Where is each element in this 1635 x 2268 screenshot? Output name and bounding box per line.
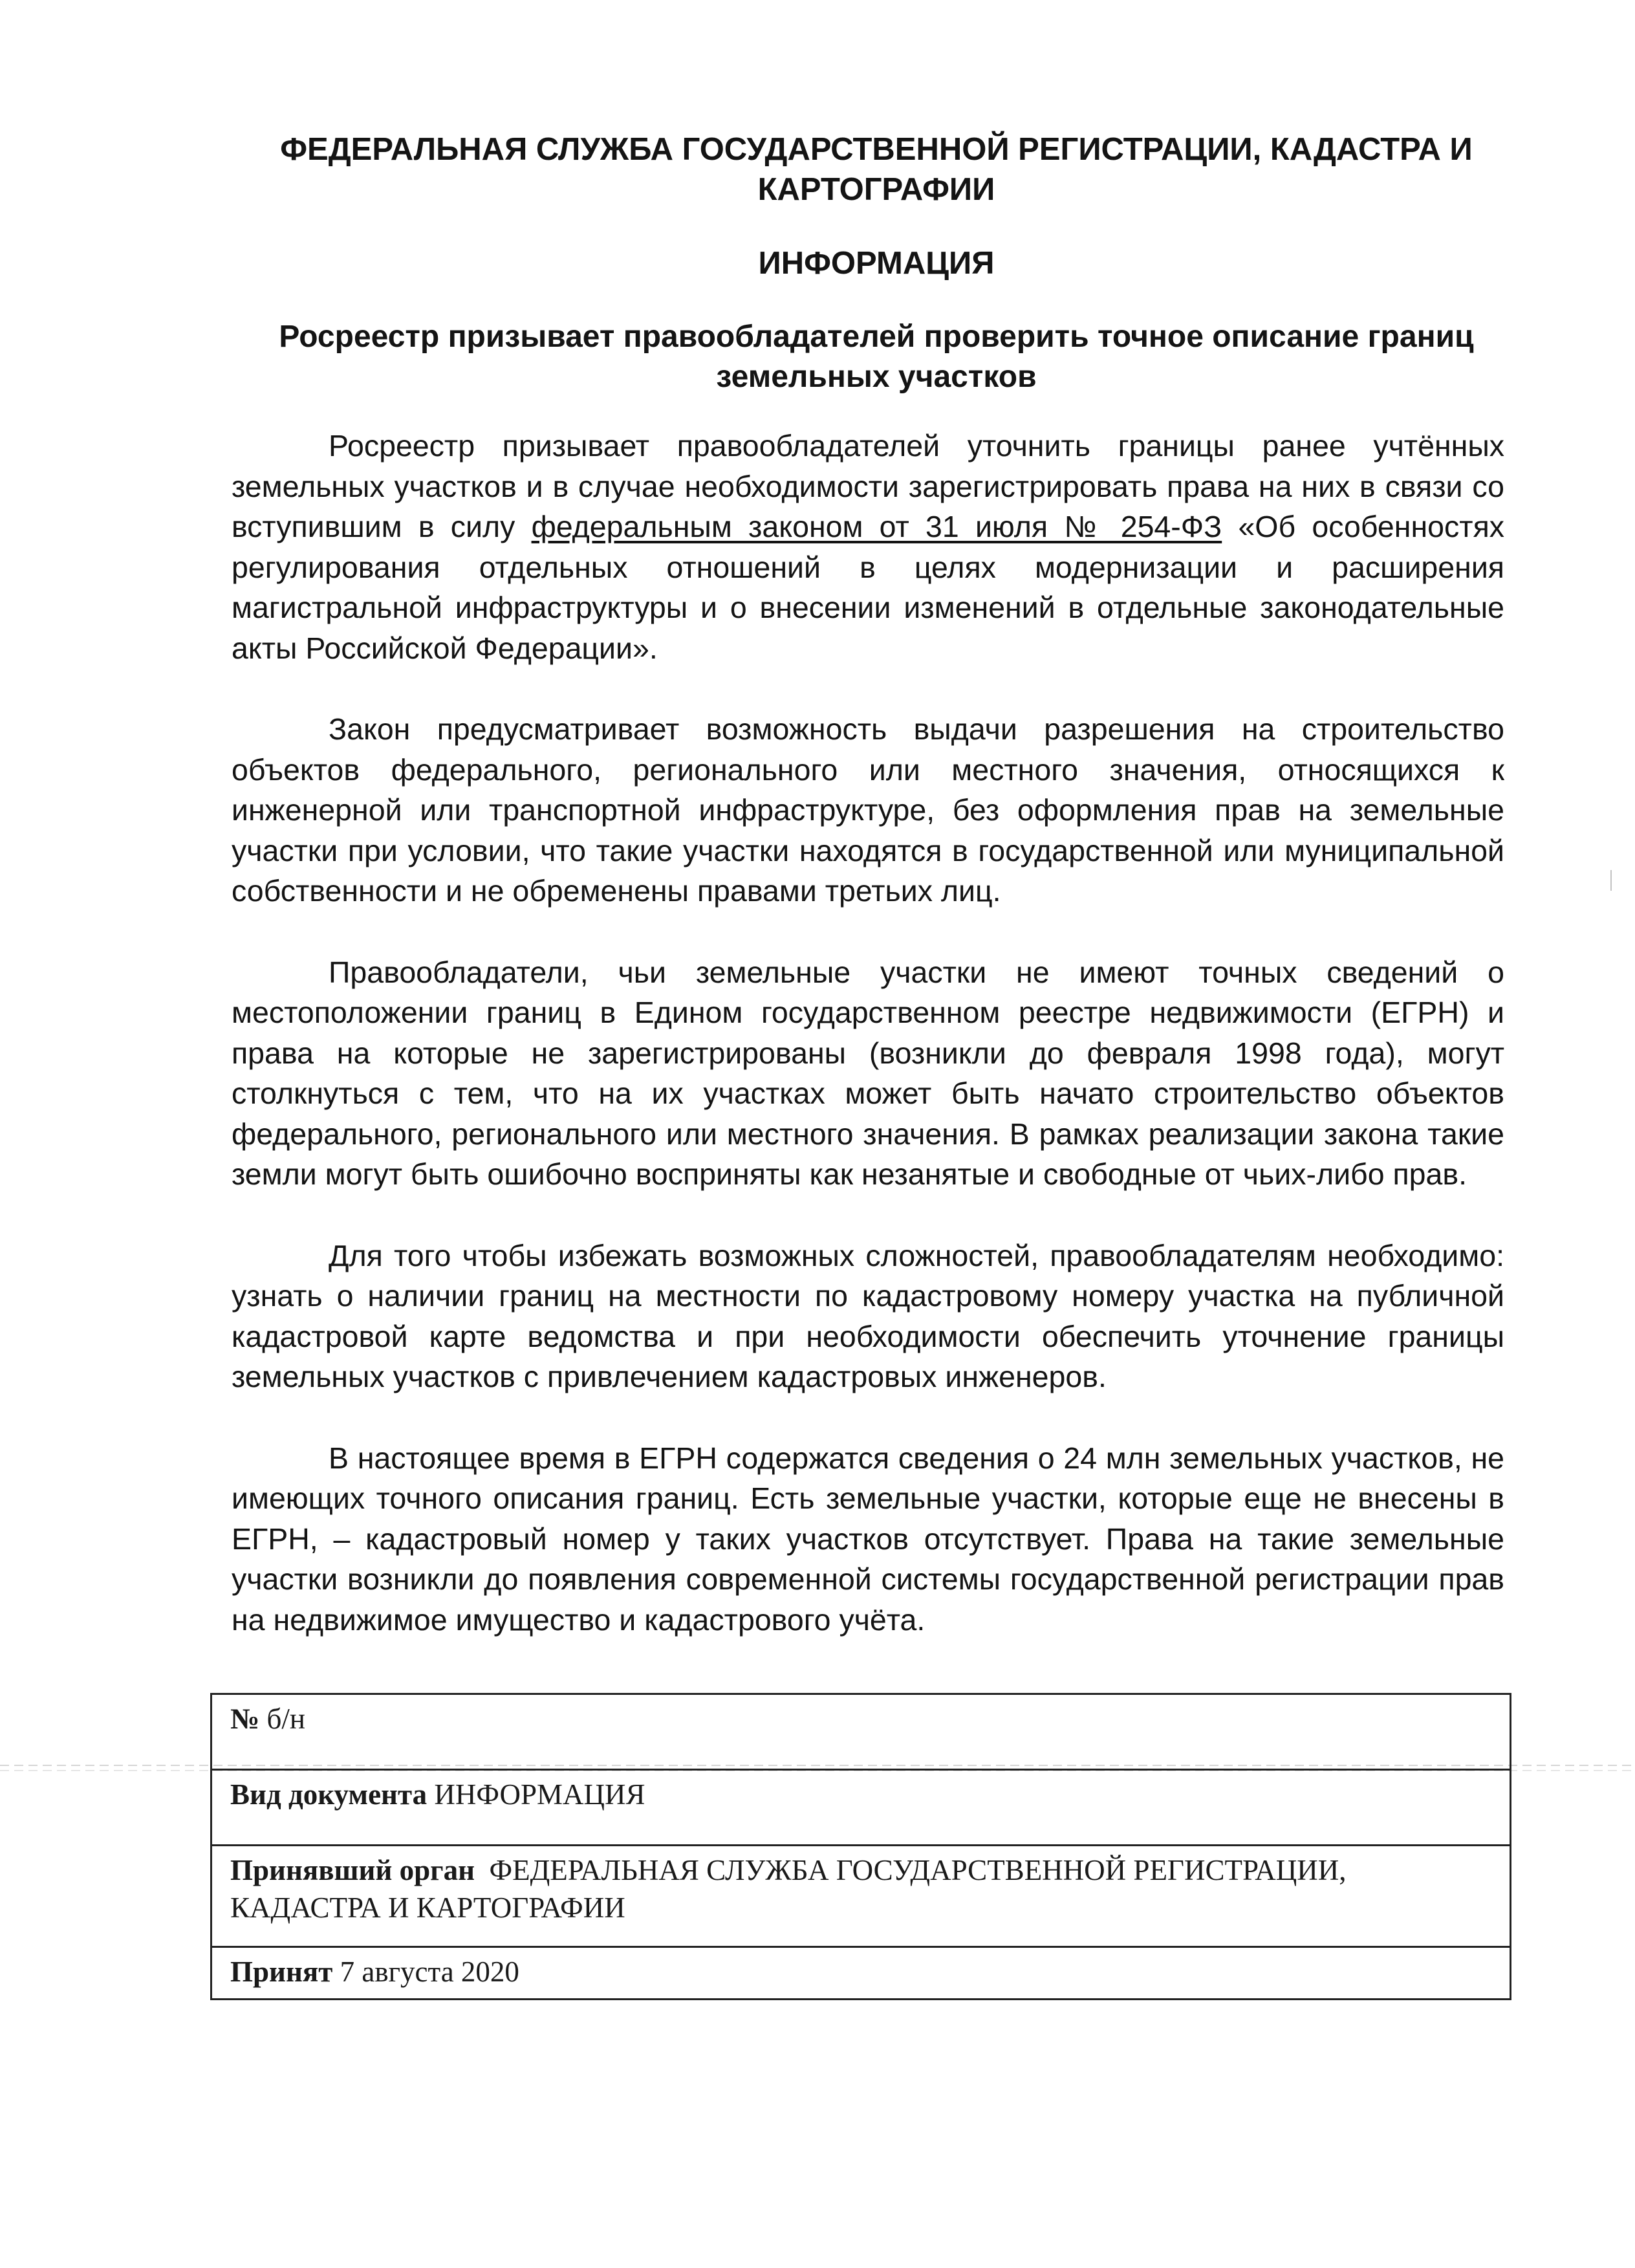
paragraph-3: Правообладатели, чьи земельные участки не имеют точных сведений о местоположении границ в Едином государственном реестре недвижимости (ЕГРН) и права на которые не зарегистрированы (возникли до февраля 1998 года), могут столкнуться с тем, что на их участках может быть начато строительство объектов федерального, регионального или местного значения. В рамках реализации закона такие земли могут быть ошибочно восприняты как незанятые и свободные от чьих-либо прав.	[232, 955, 1504, 1191]
document-body	[232, 426, 1504, 1681]
issuing-body-label: Принявший орган	[230, 1854, 475, 1886]
paragraph-5: В настоящее время в ЕГРН содержатся сведения о 24 млн земельных участков, не имеющих точного описания границ. Есть земельные участки, которые еще не внесены в ЕГРН, – кадастровый номер у таких участков отсутствует. Права на такие земельные участки возникли до появления современной системы государственной регистрации прав на недвижимое имущество и кадастрового учёта.	[232, 1441, 1504, 1637]
paragraph-4: Для того чтобы избежать возможных сложностей, правообладателям необходимо: узнать о наличии границ на местности по кадастровому номеру участка на публичной кадастровой карте ведомства и при необходимости обеспечить уточнение границы земельных участков с привлечением кадастровых инженеров.	[232, 1238, 1504, 1393]
metadata-row-date	[211, 1947, 1511, 2000]
number-value: б/н	[266, 1703, 305, 1735]
metadata-row-issuing-body	[211, 1846, 1511, 1947]
paragraph-1-intro: Росреестр призывает правообладателей уточнить границы ранее учтённых земельных участков и в случае необходимости зарегистрировать права на них в связи со вступившим в силу	[232, 429, 1504, 543]
metadata-cell-number	[211, 1694, 1511, 1770]
number-label: №	[230, 1703, 260, 1735]
scan-edge-mark	[1610, 870, 1612, 891]
document-headline: Росреестр призывает правообладателей проверить точное описание границ земельных участков	[279, 320, 1474, 394]
metadata-cell-kind	[211, 1770, 1511, 1846]
document-metadata-table	[210, 1693, 1511, 2000]
document-type-heading: ИНФОРМАЦИЯ	[758, 246, 995, 281]
adopted-date-value: 7 августа 2020	[340, 1956, 519, 1988]
paragraph-1-rest: «Об особенностях регулирования отдельных отношений в целях модернизации и расширения магистральной инфраструктуры и о внесении изменений в отдельные законодательные акты Российской Федерации».	[232, 510, 1504, 665]
federal-law-reference: федеральным законом от 31 июля № 254-ФЗ	[531, 510, 1222, 543]
metadata-row-kind	[211, 1770, 1511, 1846]
metadata-row-number	[211, 1694, 1511, 1770]
document-kind-value: ИНФОРМАЦИЯ	[434, 1778, 645, 1811]
organization-title: ФЕДЕРАЛЬНАЯ СЛУЖБА ГОСУДАРСТВЕННОЙ РЕГИСТРАЦИИ, КАДАСТРА И КАРТОГРАФИИ	[280, 132, 1473, 207]
metadata-cell-date	[211, 1947, 1511, 2000]
adopted-date-label: Принят	[230, 1956, 333, 1988]
paragraph-1	[232, 426, 1504, 668]
issuing-body-value: ФЕДЕРАЛЬНАЯ СЛУЖБА ГОСУДАРСТВЕННОЙ РЕГИСТРАЦИИ, КАДАСТРА И КАРТОГРАФИИ	[230, 1854, 1347, 1924]
document-kind-label: Вид документа	[230, 1778, 428, 1811]
metadata-cell-issuing-body	[211, 1846, 1511, 1947]
paragraph-2: Закон предусматривает возможность выдачи разрешения на строительство объектов федерального, регионального или местного значения, относящихся к инженерной или транспортной инфраструктуре, без оформления прав на земельные участки при условии, что такие участки находятся в государственной или муниципальной собственности и не обременены правами третьих лиц.	[232, 712, 1504, 908]
